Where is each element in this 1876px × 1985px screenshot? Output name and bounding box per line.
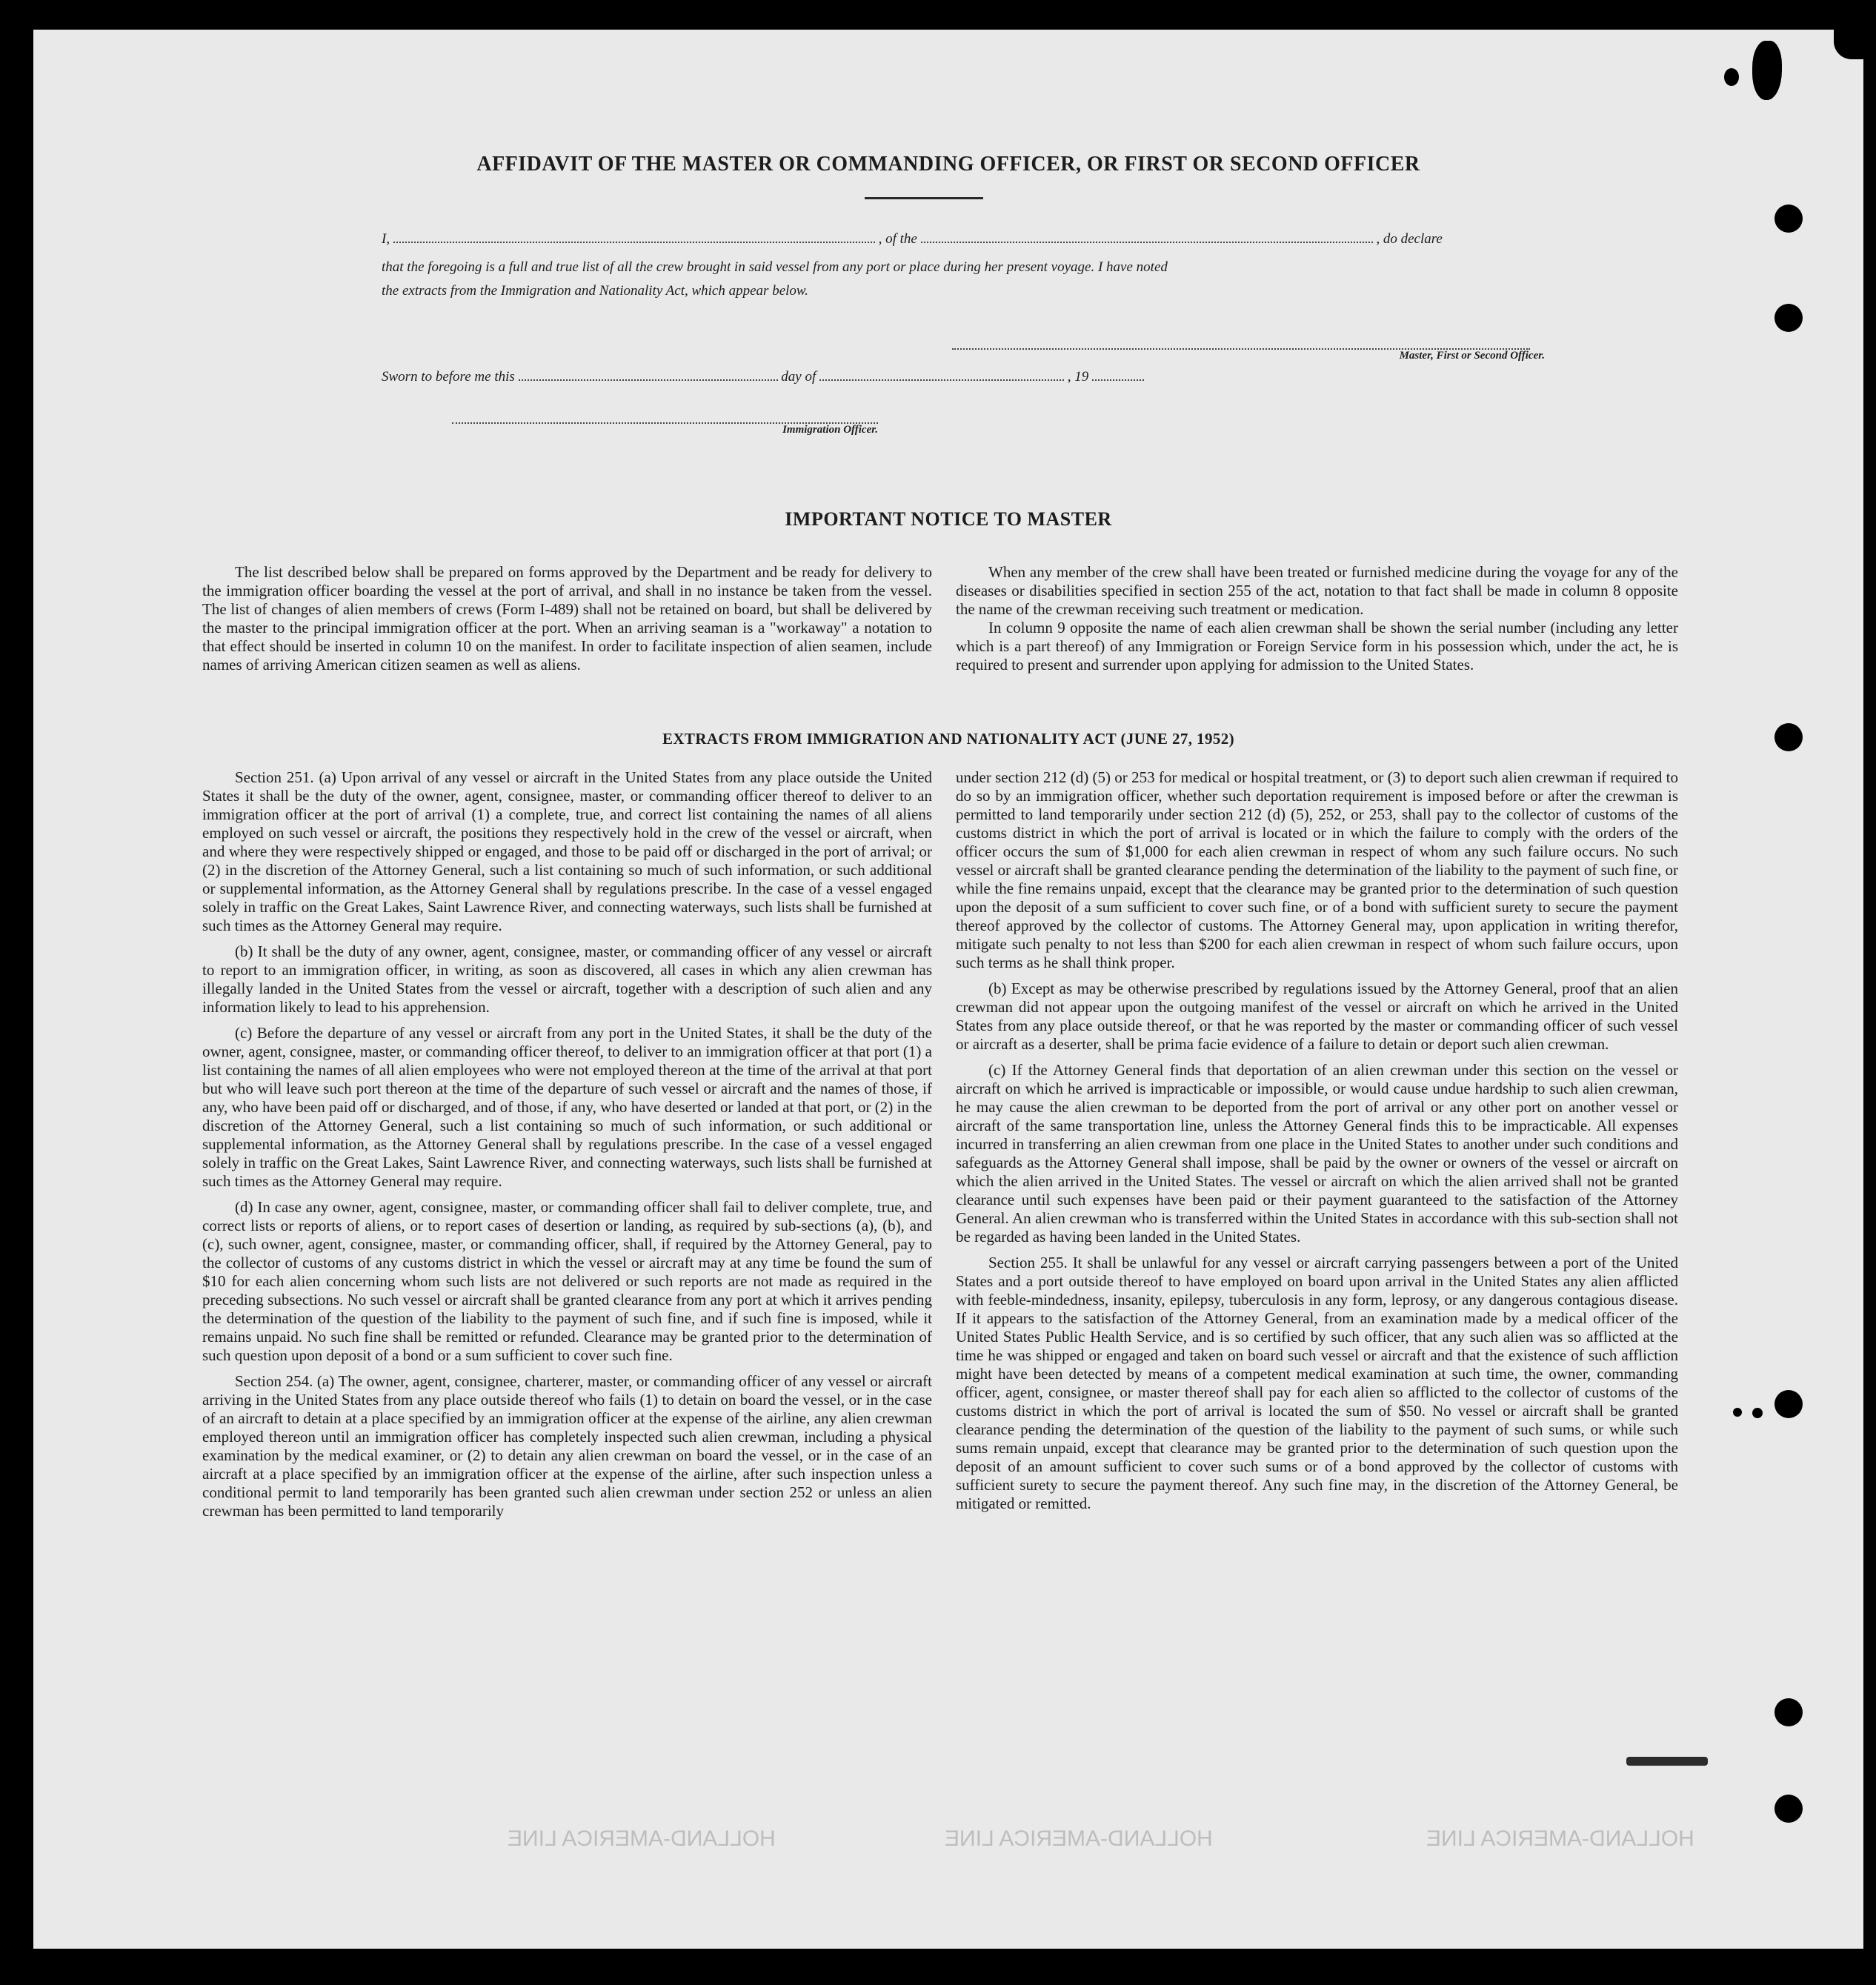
extracts-title: EXTRACTS FROM IMMIGRATION AND NATIONALITY ACT (JUNE 27, 1952) (662, 730, 1235, 748)
extracts-right-column (956, 768, 1678, 1520)
section-254-a-continued: under section 212 (d) (5) or 253 for medical or hospital treatment, or (3) to deport such alien crewman if required to do so by an immigration officer, whether such deportation requirement is imposed before or after the crewman is permitted to land temporarily under section 212 (d) (5), 252, or 253, shall pay to the collector of customs of the customs district in which the port of arrival is located or in which the failure to comply with the orders of the officer occurs the sum of $1,000 for each alien crewman in respect of whom any such failure occurs. No such vessel or aircraft shall be granted clearance pending the determination of the liability to the payment of such fine, or while the fine remains unpaid, except that the clearance may be granted prior to the determination of such question upon the deposit of a sum sufficient to cover such fine, or of a bond with sufficient surety to secure the payment thereof approved by the collector of customs. The Attorney General may, upon application in writing therefor, mitigate such penalty to not less than $200 for each alien crewman in respect of whom such failure occurs, upon such terms as he shall think proper. (956, 768, 1678, 971)
do-declare-label: , do declare (1376, 231, 1443, 247)
ink-speck (1733, 1408, 1742, 1417)
sworn-line (382, 369, 1271, 385)
section-254-c: (c) If the Attorney General finds that deportation of an alien crewman under this section on the vessel or aircraft on which he arrived is impracticable or impossible, or would cause undue hardship to such alien crewman, he may cause the alien crewman to be deported from the port of arrival or any other port on another vessel or aircraft of the same transportation line, unless the Attorney General finds this to be impracticable. All expenses incurred in transferring an alien crewman from one place in the United States to another under such conditions and safeguards as the Attorney General shall impose, shall be paid by the owner or owners of the vessel or aircraft on which the alien arrived in the United States. The vessel or aircraft on which the alien arrived shall not be granted clearance until such expenses have been paid or their payment guaranteed to the satisfaction of the Attorney General. An alien crewman who is transferred within the United States in accordance with this sub-section shall not be regarded as having been landed in the United States. (956, 1061, 1678, 1246)
section-251-b: (b) It shall be the duty of any owner, agent, consignee, master, or commanding officer of any vessel or aircraft to report to an immigration officer, in writing, as soon as discovered, all cases in which any alien crewman has illegally landed in the United States from the vessel or aircraft, together with a description of such alien and any information likely to lead to his apprehension. (202, 942, 932, 1016)
punch-hole (1774, 304, 1803, 332)
section-255: Section 255. It shall be unlawful for any vessel or aircraft carrying passengers between a port of the United States and a port outside thereof to have employed on board upon arrival in the United States any alien afflicted with feeble-mindedness, insanity, epilepsy, tuberculosis in any form, leprosy, or any dangerous contagious disease. If it appears to the satisfaction of the Attorney General, from an examination made by a medical officer of the United States Public Health Service, and is so certified by such officer, that any such alien was so afflicted at the time he was shipped or engaged and taken on board such vessel or aircraft and that the existence of such affliction might have been detected by means of a competent medical examination at such time, the owner, commanding officer, agent, consignee, or master thereof shall pay for each alien so afflicted to the collector of customs of the customs district in which the port of arrival is located the sum of $50. No vessel or aircraft shall be granted clearance pending the determination of the question of the liability to the payment of such sums, or while such sums remain unpaid, except that clearance may be granted prior to the determination of such question upon the deposit of an amount sufficient to cover such sums or of a bond approved by the collector of customs with sufficient surety to secure the payment thereof. Any such fine may, in the discretion of the Attorney General, be mitigated or remitted. (956, 1254, 1678, 1512)
notice-left-column (202, 563, 932, 682)
section-254-a: Section 254. (a) The owner, agent, consignee, charterer, master, or commanding officer of any vessel or aircraft arriving in the United States from any place outside thereof who fails (1) to detain on board the vessel, or in the case of an aircraft to detain at a place specified by an immigration officer at the expense of the airline, any alien crewman employed thereon until an immigration officer has completely inspected such alien crewman, including a physical examination by the medical examiner, or (2) to detain any alien crewman on board the vessel, or in the case of an aircraft at a place specified by an immigration officer at the expense of the airline, after such inspection unless a conditional permit to land temporarily has been granted such alien crewman under section 252 or unless an alien crewman has been permitted to land temporarily (202, 1372, 932, 1520)
declaration-line-3: the extracts from the Immigration and Nationality Act, which appear below. (382, 283, 808, 299)
year-label: , 19 (1067, 369, 1089, 385)
sworn-label: Sworn to before me this (382, 369, 515, 385)
immigration-officer-label: Immigration Officer. (782, 424, 878, 436)
notice-right-paragraph-2: In column 9 opposite the name of each alien crewman shall be shown the serial number (including any letter which is a part thereof) of any Immigration or Foreign Service form in his possession which, under the act, he is required to present and surrender upon applying for admission to the United States. (956, 619, 1678, 674)
ink-blot (1752, 41, 1782, 100)
declaration-line-1 (382, 231, 1537, 247)
notice-right-paragraph-1: When any member of the crew shall have been treated or furnished medicine during the voyage for any of the diseases or disabilities specified in section 255 of the act, notation to that fact shall be made in column 8 opposite the name of the crewman receiving such treatment or medication. (956, 563, 1678, 618)
section-251-c: (c) Before the departure of any vessel or aircraft from any port in the United States, it shall be the duty of the owner, agent, consignee, master, or commanding officer thereof, to deliver to an immigration officer at that port (1) a list containing the names of all alien employees who were not employed thereon at the time of the arrival at that port but who will leave such port thereon at the time of the departure of such vessel or aircraft and the names of those, if any, who have been paid off or discharged, and of those, if any, who have deserted or landed at that port, or (2) in the discretion of the Attorney General, such a list containing so much of such information, or such additional or supplemental information, as the Attorney General shall by regulations prescribe. In the case of a vessel engaged solely in traffic on the Great Lakes, Saint Lawrence River, and connecting waterways, such lists shall be furnished at such times as the Attorney General may require. (202, 1024, 932, 1190)
vessel-of-the-label: , of the (878, 231, 917, 247)
extracts-left-column (202, 768, 932, 1528)
title-divider (865, 197, 983, 199)
immigration-officer-signature-field[interactable] (452, 415, 878, 424)
day-of-label: day of (781, 369, 816, 385)
declaration-line-2: that the foregoing is a full and true list of all the crew brought in said vessel from any port or place during her present voyage. I have noted (382, 259, 1168, 275)
year-field[interactable] (1092, 369, 1144, 381)
document-page (33, 30, 1863, 1949)
ink-blot (1724, 68, 1739, 86)
bleed-through-text: HOLLAND-AMERICA LINE (508, 1826, 776, 1851)
bleed-through-text: HOLLAND-AMERICA LINE (945, 1826, 1213, 1851)
section-254-b: (b) Except as may be otherwise prescribed by regulations issued by the Attorney General, proof that an alien crewman did not appear upon the outgoing manifest of the vessel or aircraft on which he arrived in the United States from any place outside thereof, or that he was reported by the master or commanding officer of such vessel or aircraft as a deserter, shall be prima facie evidence of a failure to detain or deport such alien crewman. (956, 980, 1678, 1053)
notice-title: IMPORTANT NOTICE TO MASTER (785, 508, 1112, 530)
master-signature-label: Master, First or Second Officer. (1399, 350, 1545, 362)
torn-corner (1834, 30, 1863, 59)
punch-hole (1774, 1698, 1803, 1726)
ink-speck (1752, 1408, 1763, 1418)
master-signature-field[interactable] (952, 341, 1530, 350)
affidavit-title: AFFIDAVIT OF THE MASTER OR COMMANDING OFFICER, OR FIRST OR SECOND OFFICER (476, 153, 1420, 176)
vessel-name-field[interactable] (921, 231, 1373, 243)
punch-hole (1774, 723, 1803, 751)
section-251-d: (d) In case any owner, agent, consignee, master, or commanding officer shall fail to deliver complete, true, and correct lists or reports of aliens, or to report cases of desertion or landing, as required by sub-sections (a), (b), and (c), such owner, agent, consignee, master, or commanding officer, shall, if required by the Attorney General, pay to the collector of customs of any customs district in which the vessel or aircraft may at any time be found the sum of $10 for each alien concerning whom such lists are not delivered or such reports are not made as required in the preceding subsections. No such vessel or aircraft shall be granted clearance from any port at which it arrives pending the determination of the question of the liability to the payment of such fine, and if such fine is imposed, while it remains unpaid. No such fine shall be remitted or refunded. Clearance may be granted prior to the determination of such question upon deposit of a bond or a sum sufficient to cover such fine. (202, 1198, 932, 1364)
sworn-date-field[interactable] (519, 369, 778, 381)
notice-right-column (956, 563, 1678, 682)
bleed-through-text: HOLLAND-AMERICA LINE (1426, 1826, 1694, 1851)
stamp-mark (1626, 1757, 1708, 1766)
month-field[interactable] (819, 369, 1064, 381)
punch-hole (1774, 1390, 1803, 1418)
notice-left-paragraph: The list described below shall be prepared on forms approved by the Department and be ready for delivery to the immigration officer boarding the vessel at the port of arrival, and shall in no instance be taken from the vessel. The list of changes of alien members of crews (Form I-489) shall not be retained on board, but shall be delivered by the master to the principal immigration officer at the port. When an arriving seaman is a "workaway" a notation to that effect should be inserted in column 10 on the manifest. In order to facilitate inspection of alien seamen, include names of arriving American citizen seamen as well as aliens. (202, 563, 932, 674)
declarant-prefix: I, (382, 231, 390, 247)
punch-hole (1774, 205, 1803, 233)
declarant-name-field[interactable] (393, 231, 875, 243)
punch-hole (1774, 1795, 1803, 1823)
section-251-a: Section 251. (a) Upon arrival of any vessel or aircraft in the United States from any place outside the United States it shall be the duty of the owner, agent, consignee, master, or commanding officer thereof to deliver to an immigration officer at the port of arrival (1) a complete, true, and correct list containing the names of all aliens employed on such vessel or aircraft, the positions they respectively hold in the crew of the vessel or aircraft, when and where they were respectively shipped or engaged, and those to be paid off or discharged in the port of arrival; or (2) in the discretion of the Attorney General, such a list containing so much of such information, or such additional or supplemental information, as the Attorney General shall by regulations prescribe. In the case of a vessel engaged solely in traffic on the Great Lakes, Saint Lawrence River, and connecting waterways, such lists shall be furnished at such times as the Attorney General may require. (202, 768, 932, 934)
